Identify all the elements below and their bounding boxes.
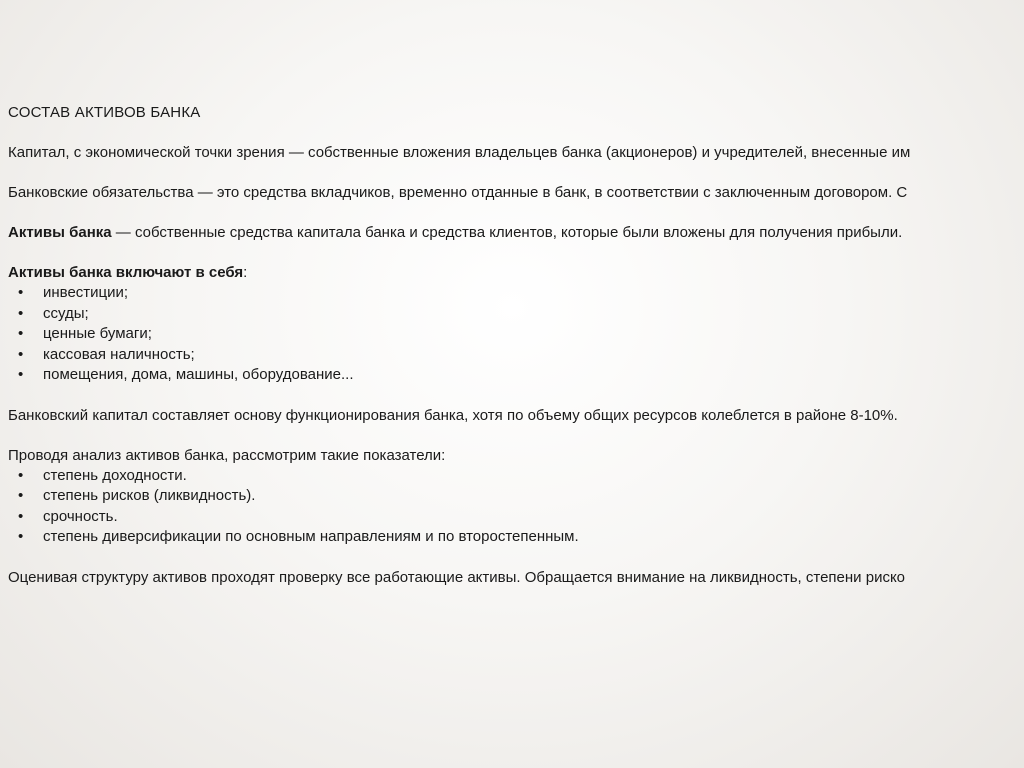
page-title: СОСТАВ АКТИВОВ БАНКА — [8, 104, 201, 121]
bullet-icon: • — [18, 507, 24, 525]
paragraph-bank-capital: Банковский капитал составляет основу функционирования банка, хотя по объему общих ресурсов колеблется в районе 8-10%. — [8, 406, 898, 424]
document-body — [8, 103, 1024, 608]
list-item — [8, 365, 1024, 386]
list-item-text: ссуды; — [43, 304, 89, 322]
bullet-icon: • — [18, 284, 24, 301]
list-item-text: ценные бумаги; — [43, 325, 152, 342]
paragraph-structure-evaluation: Оценивая структуру активов проходят проверку все работающие активы. Обращается внимание на ликвидность, степени риско — [8, 568, 906, 586]
list-item — [8, 324, 1024, 345]
assets-list-heading-bold: Активы банка включают в себя — [8, 264, 244, 281]
list-item-text: срочность. — [43, 507, 118, 525]
assets-list-heading-colon: : — [243, 264, 248, 281]
bullet-icon: • — [18, 487, 24, 504]
list-item-text: помещения, дома, машины, оборудование... — [43, 366, 354, 383]
assets-list — [8, 283, 1024, 386]
list-item — [8, 283, 1024, 304]
list-item-text: степень диверсификации по основным направлениям и по второстепенным. — [43, 528, 579, 545]
assets-term: Активы банка — [8, 224, 112, 241]
bullet-icon: • — [18, 345, 24, 363]
list-item — [8, 486, 1024, 507]
bullet-icon: • — [18, 304, 24, 322]
list-item — [8, 527, 1024, 548]
bullet-icon: • — [18, 325, 24, 342]
bullet-icon: • — [18, 466, 24, 484]
list-item-text: кассовая наличность; — [43, 345, 195, 363]
assets-list-heading — [8, 263, 1024, 283]
indicators-list-heading: Проводя анализ активов банка, рассмотрим такие показатели: — [8, 446, 446, 464]
list-item — [8, 466, 1024, 487]
paragraph-capital: Капитал, с экономической точки зрения — собственные вложения владельцев банка (акционеров) и учредителей, внесенные им — [8, 144, 911, 161]
indicators-list — [8, 466, 1024, 548]
paragraph-obligations: Банковские обязательства — это средства вкладчиков, временно отданные в банк, в соответствии с заключенным договором. С — [8, 184, 908, 201]
bullet-icon: • — [18, 366, 24, 383]
list-item — [8, 345, 1024, 366]
assets-definition-text: — собственные средства капитала банка и средства клиентов, которые были вложены для получения прибыли. — [111, 224, 903, 241]
list-item-text: инвестиции; — [43, 284, 129, 301]
list-item-text: степень рисков (ликвидность). — [43, 487, 256, 504]
list-item — [8, 304, 1024, 325]
bullet-icon: • — [18, 528, 24, 545]
list-item-text: степень доходности. — [43, 466, 187, 484]
paragraph-assets-definition — [8, 223, 1024, 243]
list-item — [8, 507, 1024, 528]
